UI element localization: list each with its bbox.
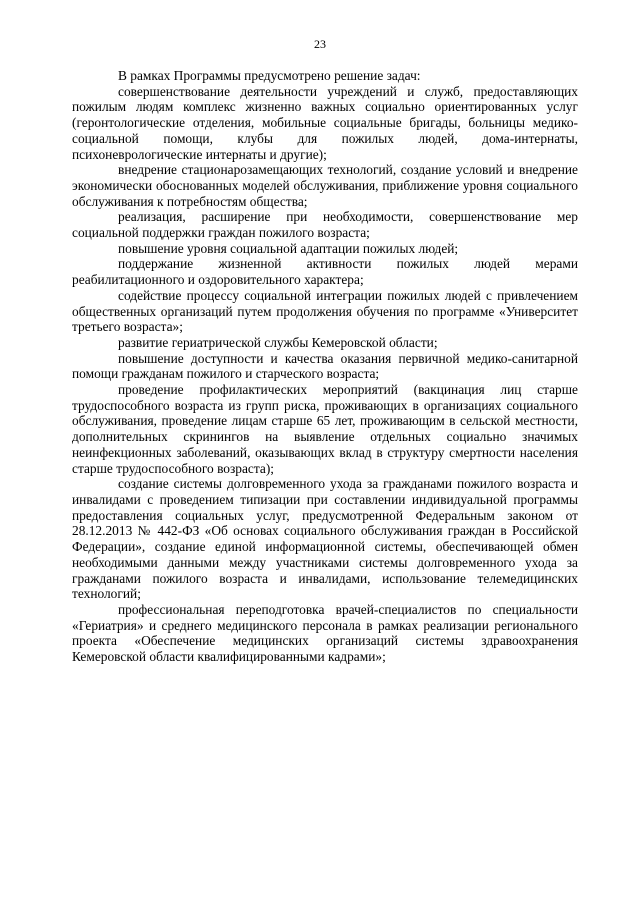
body-text — [72, 68, 578, 665]
paragraph: повышение доступности и качества оказания первичной медико-санитарной помощи гражданам пожилого и старческого возраста; — [72, 350, 578, 382]
paragraph: совершенствование деятельности учреждений и служб, предоставляющих пожилым людям комплекс жизненно важных социально ориентированных услуг (геронтологические отделения, мобильные социальные бригады, больницы медико-социальной помощи, клубы для пожилых людей, дома-интернаты, психоневрологические интернаты и другие); — [72, 83, 578, 162]
paragraph: профессиональная переподготовка врачей-специалистов по специальности «Гериатрия» и среднего медицинского персонала в рамках реализации регионального проекта «Обеспечение медицинских организаций системы здравоохранения Кемеровской области квалифицированными кадрами»; — [72, 601, 578, 665]
paragraph: создание системы долговременного ухода за гражданами пожилого возраста и инвалидами с проведением типизации при составлении индивидуальной программы предоставления социальных услуг, предусмотренной Федеральным законом от 28.12.2013 № 442-ФЗ «Об основах социального обслуживания граждан в Российской Федерации», создание единой информационной системы, обеспечивающей обмен необходимыми данными между участниками системы долговременного ухода за гражданами пожилого возраста и инвалидами, использование телемедицинских технологий; — [72, 476, 578, 602]
paragraph: внедрение стационарозамещающих технологий, создание условий и внедрение экономически обоснованных моделей обслуживания, приближение уровня социального обслуживания к потребностям общества; — [72, 162, 578, 209]
page-number: 23 — [314, 37, 326, 51]
paragraph: повышение уровня социальной адаптации пожилых людей; — [118, 240, 459, 256]
paragraph: реализация, расширение при необходимости, совершенствование мер социальной поддержки граждан пожилого возраста; — [72, 209, 578, 241]
paragraph: развитие гериатрической службы Кемеровской области; — [118, 334, 438, 350]
paragraph: проведение профилактических мероприятий (вакцинация лиц старше трудоспособного возраста из групп риска, проживающих в организациях социального обслуживания, проведение лицам старше 65 лет, проживающим в сельской местности, дополнительных скринингов на выявление отдельных социально значимых неинфекционных заболеваний, оказывающих вклад в структуру смертности населения старше трудоспособного возраста); — [72, 382, 578, 476]
paragraph: содействие процессу социальной интеграции пожилых людей с привлечением общественных организаций путем продолжения обучения по программе «Университет третьего возраста»; — [72, 287, 578, 335]
paragraph: поддержание жизненной активности пожилых людей мерами реабилитационного и оздоровительного характера; — [72, 256, 578, 288]
paragraph: В рамках Программы предусмотрено решение задач: — [118, 68, 421, 83]
